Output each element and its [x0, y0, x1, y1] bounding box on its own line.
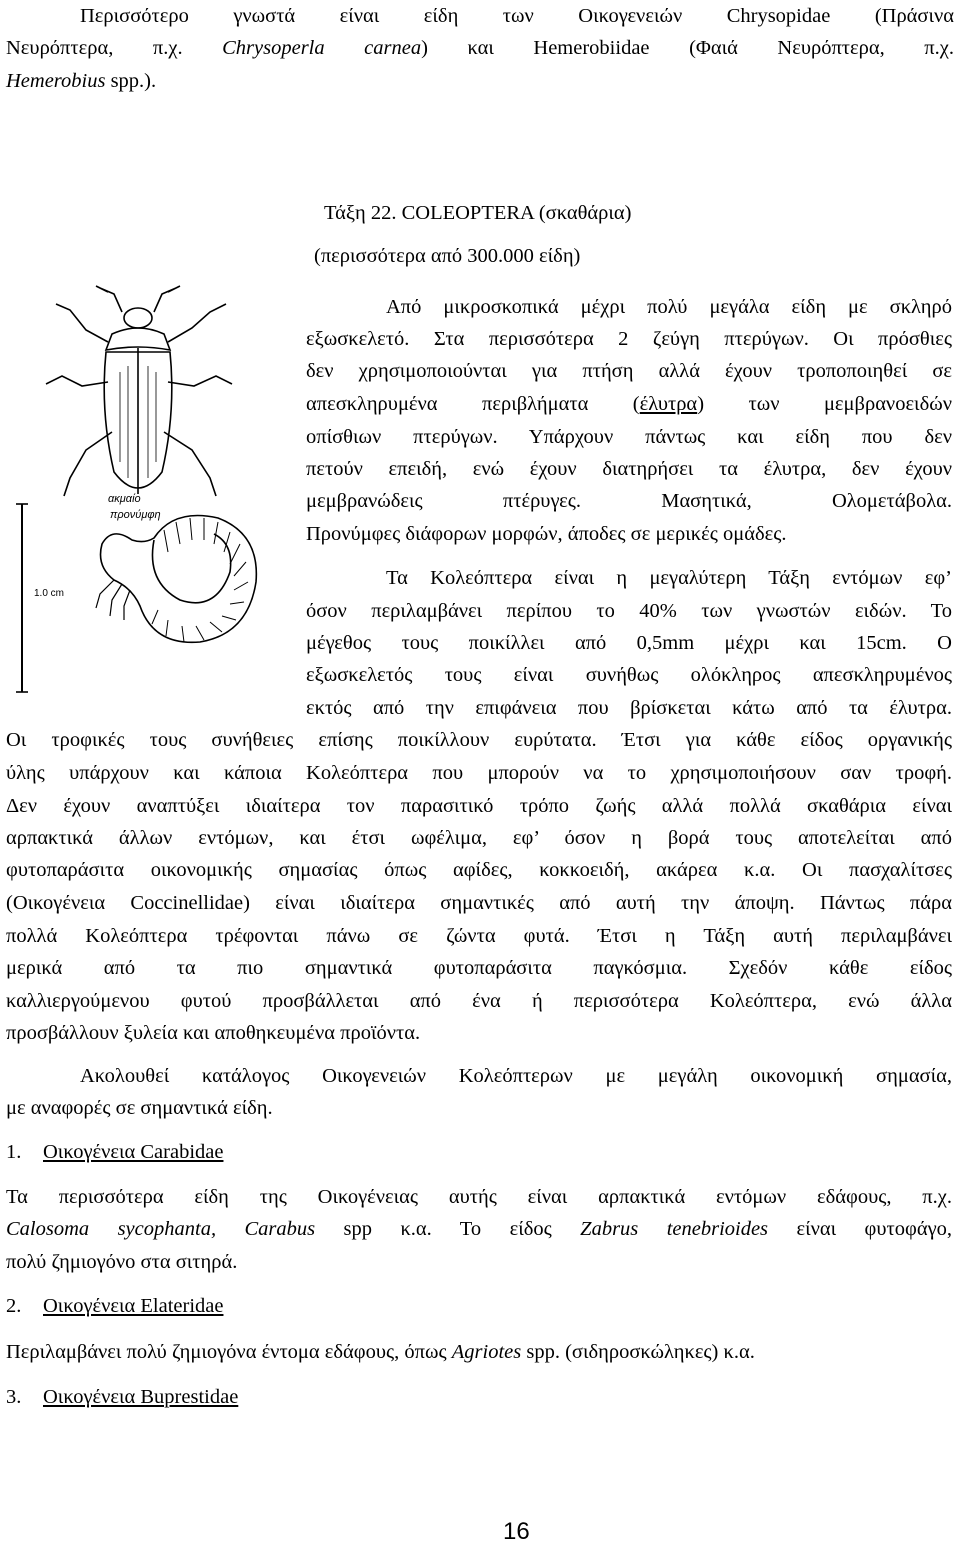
p1-line-2: εξωσκελετό. Στα περισσότερα 2 ζεύγη πτερύγων. Οι πρόσθιες — [306, 328, 952, 350]
p2-line-10: φυτοπαράσιτα οικονομικής σημασίας όπως αφίδες, κοκκοειδή, ακάρεα κ.α. Οι πασχαλίτσες — [6, 859, 952, 881]
p2-line-13: μερικά από τα πιο σημαντικά φυτοπαράσιτα παγκόσμια. Σχεδόν κάθε είδος — [6, 957, 952, 979]
family-1-line-2: Calosoma sycophanta, Carabus spp κ.α. Το είδος Zabrus tenebrioides είναι φυτοφάγο, — [6, 1218, 953, 1240]
beetle-illustration — [4, 282, 302, 712]
adult-label: ακμαίο — [108, 493, 141, 505]
larva-label: προνύμφη — [110, 509, 161, 521]
p1-line-8: Προνύμφες διάφορων μορφών, άποδες σε μερικές ομάδες. — [306, 523, 787, 545]
family-2-line-1: Περιλαμβάνει πολύ ζημιογόνα έντομα εδάφους, όπως Agriotes spp. (σιδηροσκώληκες) κ.α. — [6, 1341, 755, 1363]
intro-line-1: Περισσότερο γνωστά είναι είδη των Οικογενειών Chrysopidae (Πράσινα — [80, 5, 954, 27]
p1-line-7: μεμβρανώδεις πτέρυγες. Μασητικά, Ολομετάβολα. — [306, 490, 952, 512]
p3-line-2: με αναφορές σε σημαντικά είδη. — [6, 1097, 273, 1119]
page-number: 16 — [503, 1518, 530, 1545]
p2-line-12: πολλά Κολεόπτερα τρέφονται πάνω σε ζώντα φυτά. Έτσι η Τάξη αυτή περιλαμβάνει — [6, 925, 952, 947]
family-2-heading: 2. Οικογένεια Elateridae — [6, 1295, 224, 1317]
order-subtitle: (περισσότερα από 300.000 είδη) — [314, 245, 581, 267]
p1-line-1: Από μικροσκοπικά μέχρι πολύ μεγάλα είδη με σκληρό — [386, 296, 952, 318]
p1-line-4: απεσκληρυμένα περιβλήματα (έλυτρα) των μεμβρανοειδών — [306, 393, 952, 415]
family-1-line-3: πολύ ζημιογόνο στα σιτηρά. — [6, 1251, 238, 1273]
p2-line-9: αρπακτικά άλλων εντόμων, και έτσι ωφέλιμα, εφ’ όσον η βορά τους αποτελείται από — [6, 827, 952, 849]
p2-line-5: εκτός από την επιφάνεια που βρίσκεται κάτω από τα έλυτρα. — [306, 697, 952, 719]
p2-line-2: όσον περιλαμβάνει περίπου το 40% των γνωστών ειδών. Το — [306, 600, 952, 622]
p1-line-3: δεν χρησιμοποιούνται για πτήση αλλά έχουν τροποποιηθεί σε — [306, 360, 952, 382]
p2-line-3: μέγεθος τους ποικίλλει από 0,5mm μέχρι και 15cm. Ο — [306, 632, 952, 654]
order-title: Τάξη 22. COLEOPTERA (σκαθάρια) — [324, 202, 632, 224]
p2-line-1: Τα Κολεόπτερα είναι η μεγαλύτερη Τάξη εντόμων εφ’ — [386, 567, 952, 589]
intro-line-3: Hemerobius spp.). — [6, 70, 157, 92]
p1-line-6: πετούν επειδή, ενώ έχουν διατηρήσει τα έλυτρα, δεν έχουν — [306, 458, 952, 480]
p2-line-15: προσβάλλουν ξυλεία και αποθηκευμένα προϊόντα. — [6, 1022, 421, 1044]
scale-label: 1.0 cm — [34, 588, 65, 599]
family-3-heading: 3. Οικογένεια Buprestidae — [6, 1386, 239, 1408]
p3-line-1: Ακολουθεί κατάλογος Οικογενειών Κολεόπτερων με μεγάλη οικονομική σημασία, — [80, 1065, 952, 1087]
p2-line-11: (Οικογένεια Coccinellidae) είναι ιδιαίτερα σημαντικές από αυτή την άποψη. Πάντως πάρα — [6, 892, 952, 914]
p2-line-7: ύλης υπάρχουν και κάποια Κολεόπτερα που μπορούν να το χρησιμοποιήσουν σαν τροφή. — [6, 762, 952, 784]
family-1-line-1: Τα περισσότερα είδη της Οικογένειας αυτής είναι αρπακτικά εντόμων εδάφους, π.χ. — [6, 1186, 952, 1208]
p2-line-4: εξωσκελετός τους είναι συνήθως ολόκληρος απεσκληρυμένος — [306, 664, 952, 686]
family-1-heading: 1. Οικογένεια Carabidae — [6, 1141, 224, 1163]
intro-line-2: Νευρόπτερα, π.χ. Chrysoperla carnea) και Hemerobiidae (Φαιά Νευρόπτερα, π.χ. — [6, 37, 954, 59]
p2-line-14: καλλιεργούμενου φυτού προσβάλλεται από ένα ή περισσότερα Κολεόπτερα, ενώ άλλα — [6, 990, 952, 1012]
p1-line-5: οπίσθιων πτερύγων. Υπάρχουν πάντως και είδη που δεν — [306, 426, 952, 448]
p2-line-6: Οι τροφικές τους συνήθειες επίσης ποικίλλουν ευρύτατα. Έτσι για κάθε είδος οργανικής — [6, 729, 952, 751]
p2-line-8: Δεν έχουν αναπτύξει ιδιαίτερα τον παρασιτικό τρόπο ζωής αλλά πολλά σκαθάρια είναι — [6, 795, 952, 817]
